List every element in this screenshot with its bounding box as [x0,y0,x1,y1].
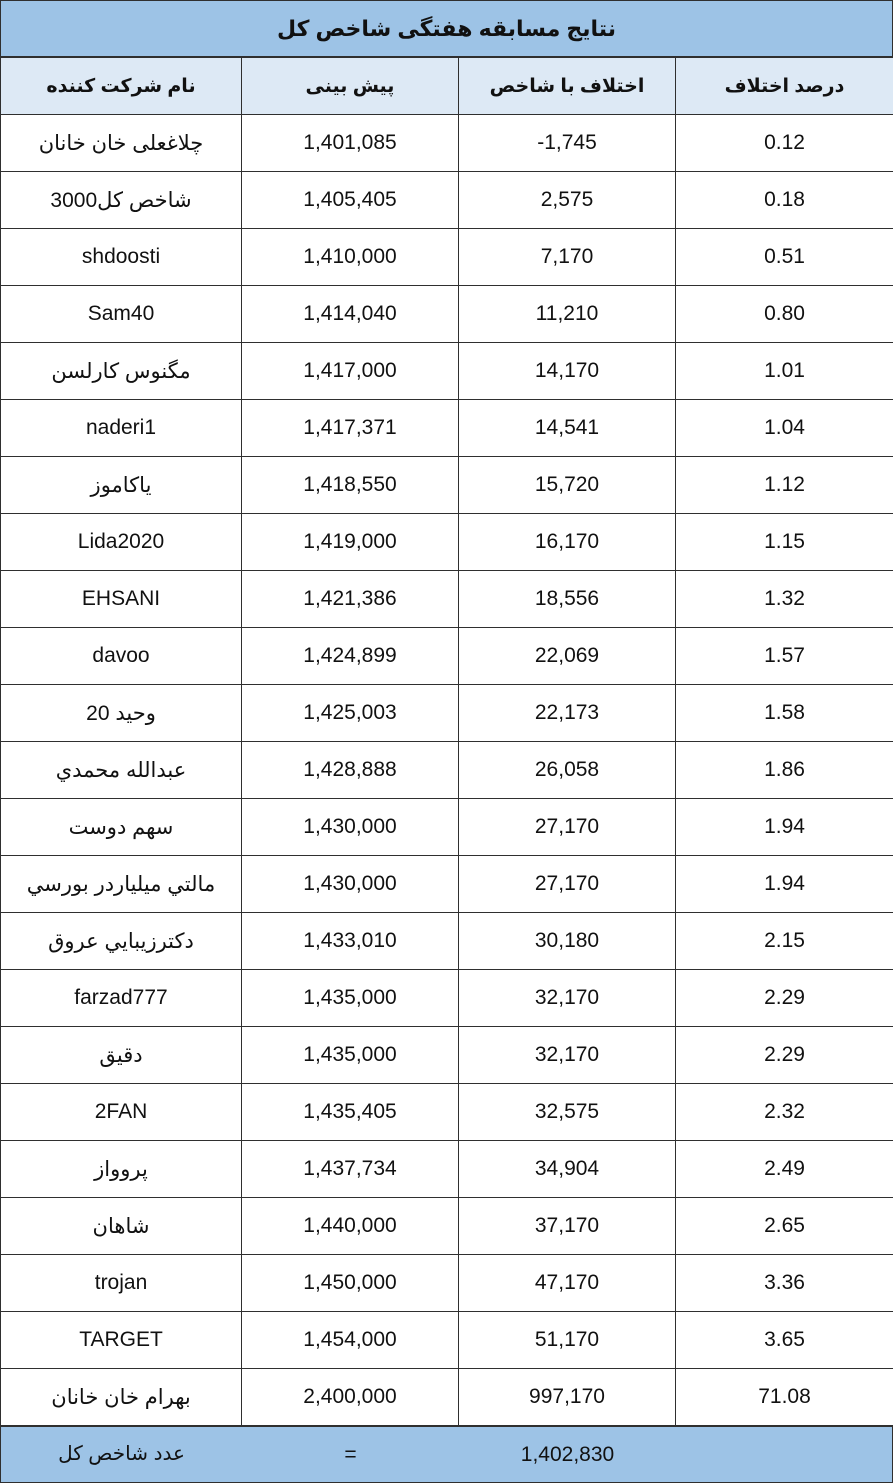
percent-cell: 1.94 [676,856,893,913]
percent-cell: 0.12 [676,115,893,172]
participant-name-cell: دقیق [1,1027,242,1084]
percent-cell: 3.65 [676,1312,893,1369]
equals-sign: = [344,1443,357,1466]
table-row [1,514,893,571]
prediction-cell: 1,435,000 [242,970,459,1027]
prediction-cell: 1,421,386 [242,571,459,628]
percent-cell: 2.65 [676,1198,893,1255]
prediction-cell: 1,410,000 [242,229,459,286]
prediction-cell: 1,401,085 [242,115,459,172]
prediction-cell: 1,435,000 [242,1027,459,1084]
prediction-cell: 1,450,000 [242,1255,459,1312]
percent-cell: 1.01 [676,343,893,400]
table-row [1,856,893,913]
participant-name-cell: چلاغعلی خان خانان [1,115,242,172]
column-header-prediction: پیش بینی [242,58,459,115]
column-header-percent: درصد اختلاف [676,58,893,115]
participant-name-cell: naderi1 [1,400,242,457]
percent-cell: 1.58 [676,685,893,742]
table-row [1,1084,893,1141]
participant-name-cell: وحید 20 [1,685,242,742]
difference-cell: 16,170 [459,514,676,571]
difference-cell: 32,575 [459,1084,676,1141]
column-header-name: نام شرکت کننده [1,58,242,115]
prediction-cell: 1,430,000 [242,856,459,913]
difference-cell: 37,170 [459,1198,676,1255]
percent-cell: 1.86 [676,742,893,799]
percent-cell: 0.18 [676,172,893,229]
percent-cell: 1.57 [676,628,893,685]
difference-cell: 22,173 [459,685,676,742]
column-header-difference: اختلاف با شاخص [459,58,676,115]
table-row [1,115,893,172]
percent-cell: 1.32 [676,571,893,628]
difference-cell: 32,170 [459,1027,676,1084]
participant-name-cell: EHSANI [1,571,242,628]
table-row [1,229,893,286]
table-row [1,1369,893,1426]
percent-cell: 2.29 [676,970,893,1027]
prediction-cell: 1,433,010 [242,913,459,970]
prediction-cell: 1,440,000 [242,1198,459,1255]
difference-cell: 26,058 [459,742,676,799]
participant-name-cell: trojan [1,1255,242,1312]
table-row [1,685,893,742]
index-footer [0,1426,893,1483]
participant-name-cell: TARGET [1,1312,242,1369]
prediction-cell: 1,414,040 [242,286,459,343]
percent-cell: 0.51 [676,229,893,286]
difference-cell: 34,904 [459,1141,676,1198]
prediction-cell: 1,430,000 [242,799,459,856]
table-row [1,172,893,229]
table-row [1,400,893,457]
prediction-cell: 1,418,550 [242,457,459,514]
percent-cell: 1.12 [676,457,893,514]
percent-cell: 3.36 [676,1255,893,1312]
table-row [1,742,893,799]
difference-cell: 27,170 [459,799,676,856]
prediction-cell: 1,454,000 [242,1312,459,1369]
difference-cell: 51,170 [459,1312,676,1369]
participant-name-cell: سهم دوست [1,799,242,856]
percent-cell: 2.32 [676,1084,893,1141]
prediction-cell: 2,400,000 [242,1369,459,1426]
prediction-cell: 1,435,405 [242,1084,459,1141]
participant-name-cell: دكترزيبايي عروق [1,913,242,970]
participant-name-cell: شاهان [1,1198,242,1255]
percent-cell: 1.15 [676,514,893,571]
difference-cell: 22,069 [459,628,676,685]
table-row [1,286,893,343]
participant-name-cell: shdoosti [1,229,242,286]
difference-cell: 997,170 [459,1369,676,1426]
difference-cell: 47,170 [459,1255,676,1312]
percent-cell: 2.49 [676,1141,893,1198]
table-row [1,970,893,1027]
percent-cell: 71.08 [676,1369,893,1426]
prediction-cell: 1,419,000 [242,514,459,571]
table-row [1,1027,893,1084]
participant-name-cell: مگنوس کارلسن [1,343,242,400]
table-row [1,343,893,400]
difference-cell: 32,170 [459,970,676,1027]
index-value: 1,402,830 [520,1443,615,1466]
difference-cell: 2,575 [459,172,676,229]
table-row [1,1312,893,1369]
percent-cell: 1.94 [676,799,893,856]
difference-cell: 7,170 [459,229,676,286]
table-row [1,571,893,628]
index-label: عدد شاخص کل [58,1443,185,1465]
difference-cell: 27,170 [459,856,676,913]
participant-name-cell: عبدالله محمدي [1,742,242,799]
prediction-cell: 1,405,405 [242,172,459,229]
prediction-cell: 1,424,899 [242,628,459,685]
header-row [1,58,893,115]
results-table [0,57,893,1426]
participant-name-cell: شاخص کل3000 [1,172,242,229]
participant-name-cell: farzad777 [1,970,242,1027]
difference-cell: 14,170 [459,343,676,400]
participant-name-cell: پروواز [1,1141,242,1198]
difference-cell: 15,720 [459,457,676,514]
table-row [1,1141,893,1198]
prediction-cell: 1,417,371 [242,400,459,457]
table-row [1,628,893,685]
participant-name-cell: 2FAN [1,1084,242,1141]
percent-cell: 1.04 [676,400,893,457]
prediction-cell: 1,417,000 [242,343,459,400]
participant-name-cell: davoo [1,628,242,685]
prediction-cell: 1,425,003 [242,685,459,742]
difference-cell: 14,541 [459,400,676,457]
participant-name-cell: بهرام خان خانان [1,1369,242,1426]
table-row [1,799,893,856]
table-row [1,1198,893,1255]
prediction-cell: 1,437,734 [242,1141,459,1198]
participant-name-cell: Sam40 [1,286,242,343]
difference-cell: -1,745 [459,115,676,172]
participant-name-cell: مالتي ميلياردر بورسي [1,856,242,913]
percent-cell: 2.15 [676,913,893,970]
percent-cell: 0.80 [676,286,893,343]
table-row [1,1255,893,1312]
table-row [1,457,893,514]
difference-cell: 11,210 [459,286,676,343]
table-row [1,913,893,970]
difference-cell: 30,180 [459,913,676,970]
prediction-cell: 1,428,888 [242,742,459,799]
participant-name-cell: یاکاموز [1,457,242,514]
sheet-title: نتایج مسابقه هفتگی شاخص کل [0,0,893,57]
participant-name-cell: Lida2020 [1,514,242,571]
difference-cell: 18,556 [459,571,676,628]
percent-cell: 2.29 [676,1027,893,1084]
